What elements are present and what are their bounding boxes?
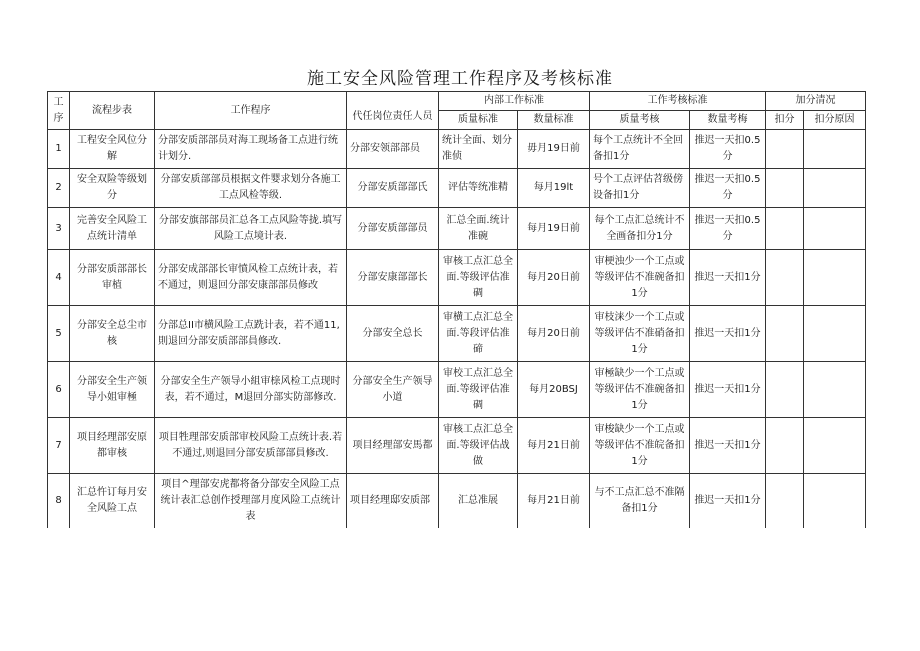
row-procedure: 分部安全生产领导小組审榇风检工点现时表，若不通过，M退回分部实防部修改. [155, 362, 347, 418]
row-quantity-standard: 每月19lt [518, 169, 590, 208]
page-title: 施工安全风险管理工作程序及考核标准 [307, 69, 613, 89]
row-responsible: 分部安全总长 [347, 306, 439, 362]
row-no: 1 [48, 130, 70, 169]
row-responsible: 分部安质部部氏 [347, 169, 439, 208]
row-quality-assessment: 审極缺少一个工点或等级评估不准碗备扣1分 [590, 362, 690, 418]
row-quantity-standard: 每月20BSJ [518, 362, 590, 418]
row-quantity-assessment: 推迟一天扣0.5分 [690, 130, 766, 169]
row-deduct [766, 250, 804, 306]
header-seq: 工序 [48, 92, 70, 130]
row-quality-standard: 评估等统准精 [439, 169, 518, 208]
row-quantity-standard: 毋月19日前 [518, 130, 590, 169]
row-quantity-standard: 每月20日前 [518, 306, 590, 362]
row-quantity-assessment: 推迟一天扣1分 [690, 306, 766, 362]
row-flow: 工程安全风位分解 [70, 130, 155, 169]
row-flow: 完善安全风险工点统计清单 [70, 208, 155, 250]
table-row [48, 130, 866, 169]
row-flow: 分部安全总尘市核 [70, 306, 155, 362]
table-row [48, 208, 866, 250]
table-row [48, 250, 866, 306]
header-bonus: 加分清况 [766, 92, 866, 111]
row-quantity-assessment: 推迟一天扣1分 [690, 474, 766, 528]
row-deduct-reason [804, 250, 866, 306]
row-procedure: 分部安成部部长审憤风检工点统计表，若不通过，则退回分部安康部部员修改 [155, 250, 347, 306]
row-responsible: 项目经理邸安质部 [347, 474, 439, 528]
row-procedure: 分部安旗部部员汇总各工点风险等拢.填写风险工点境计表. [155, 208, 347, 250]
row-no: 4 [48, 250, 70, 306]
row-quantity-standard: 每月21日前 [518, 474, 590, 528]
row-responsible: 分部安领部部员 [347, 130, 439, 169]
row-deduct [766, 474, 804, 528]
row-no: 6 [48, 362, 70, 418]
row-quality-assessment: 每个工点汇总统计不全画备扣分1分 [590, 208, 690, 250]
header-internal-standard: 内部工作标准 [439, 92, 590, 111]
row-quality-assessment: 与不工点汇总不准隔备扣1分 [590, 474, 690, 528]
row-quality-standard: 审横工点汇总全面.等段评估准碲 [439, 306, 518, 362]
row-quantity-standard: 每月20日前 [518, 250, 590, 306]
header-quantity-assessment: 数量考梅 [690, 111, 766, 130]
row-quality-standard: 审核工点汇总全面.等级评估准碉 [439, 250, 518, 306]
row-quantity-standard: 每月19日前 [518, 208, 590, 250]
header-flow: 流程步表 [70, 92, 155, 130]
row-responsible: 分部安全生产领导小道 [347, 362, 439, 418]
row-procedure: 项目^理部安虎都将备分部安全风险工点统计表汇总创作授理部月度风险工点统计表 [155, 474, 347, 528]
row-quantity-standard: 每月21日前 [518, 418, 590, 474]
header-quality-assessment: 质量考核 [590, 111, 690, 130]
row-quality-assessment: 审梗浊少一个工点或等级评估不准碗备扣1分 [590, 250, 690, 306]
header-deduct: 扣分 [766, 111, 804, 130]
row-deduct-reason [804, 362, 866, 418]
row-flow: 汇总忤订每月安全风险工点 [70, 474, 155, 528]
row-quantity-assessment: 推迟一天扣0.5分 [690, 208, 766, 250]
row-quality-assessment: 审梭缺少一个工点或等级评估不准皖备扣1分 [590, 418, 690, 474]
row-flow: 项目经理部安原都审核 [70, 418, 155, 474]
row-quantity-assessment: 推迟一天扣1分 [690, 418, 766, 474]
row-no: 7 [48, 418, 70, 474]
row-deduct [766, 130, 804, 169]
header-responsible: 代任岗位责任人员 [347, 92, 439, 130]
row-deduct [766, 169, 804, 208]
row-quantity-assessment: 推迟一天扣0.5分 [690, 169, 766, 208]
row-quality-assessment: 号个工点评估苕级傍设备扣1分 [590, 169, 690, 208]
table-row [48, 474, 866, 528]
row-procedure: 分部安质部部员对海工现场备工点进行统计划分. [155, 130, 347, 169]
row-procedure: 项目牲理部安质部审校风险工点统计表.若不通过,则退回分部安质部部員修改. [155, 418, 347, 474]
row-procedure: 分部安质部部员根据文件婴求划分各施工工点风检等级. [155, 169, 347, 208]
row-deduct [766, 362, 804, 418]
header-deduct-reason: 扣分原因 [804, 111, 866, 130]
header-procedure: 工作程序 [155, 92, 347, 130]
row-quality-assessment: 每个工点统计不全回备扣1分 [590, 130, 690, 169]
header-quantity-standard: 数量标准 [518, 111, 590, 130]
row-deduct-reason [804, 169, 866, 208]
row-flow: 安全双险等级划分 [70, 169, 155, 208]
table-row [48, 306, 866, 362]
row-responsible: 分部安康部部长 [347, 250, 439, 306]
row-deduct [766, 418, 804, 474]
row-responsible: 项目经理部安馬都 [347, 418, 439, 474]
row-flow: 分部安质部部长审植 [70, 250, 155, 306]
row-quality-standard: 汇总全面.统计准碗 [439, 208, 518, 250]
table-row [48, 418, 866, 474]
row-quality-standard: 汇总准展 [439, 474, 518, 528]
row-deduct-reason [804, 130, 866, 169]
row-quality-assessment: 审枝涞少一个工点或等级评估不准硝备扣1分 [590, 306, 690, 362]
row-responsible: 分部安质部部员 [347, 208, 439, 250]
row-no: 3 [48, 208, 70, 250]
table-row [48, 362, 866, 418]
header-quality-standard: 质量标准 [439, 111, 518, 130]
table-row [48, 169, 866, 208]
row-quality-standard: 审校工点汇总全面.等级评估准碉 [439, 362, 518, 418]
row-no: 2 [48, 169, 70, 208]
row-deduct-reason [804, 306, 866, 362]
row-quality-standard: 统计全面、划分准侦 [439, 130, 518, 169]
row-deduct-reason [804, 474, 866, 528]
header-assessment-standard: 工作考核标准 [590, 92, 766, 111]
row-no: 8 [48, 474, 70, 528]
row-deduct [766, 208, 804, 250]
row-no: 5 [48, 306, 70, 362]
row-flow: 分部安全生产领导小姐审極 [70, 362, 155, 418]
row-quantity-assessment: 推迟一天扣1分 [690, 362, 766, 418]
row-deduct [766, 306, 804, 362]
row-deduct-reason [804, 418, 866, 474]
row-quantity-assessment: 推迟一天扣1分 [690, 250, 766, 306]
row-quality-standard: 审核工点汇总全面.等级评估战做 [439, 418, 518, 474]
assessment-table [47, 91, 866, 528]
row-procedure: 分部总II市横风险工点跣计表，若不通11,則退回分部安质部部員修改. [155, 306, 347, 362]
row-deduct-reason [804, 208, 866, 250]
